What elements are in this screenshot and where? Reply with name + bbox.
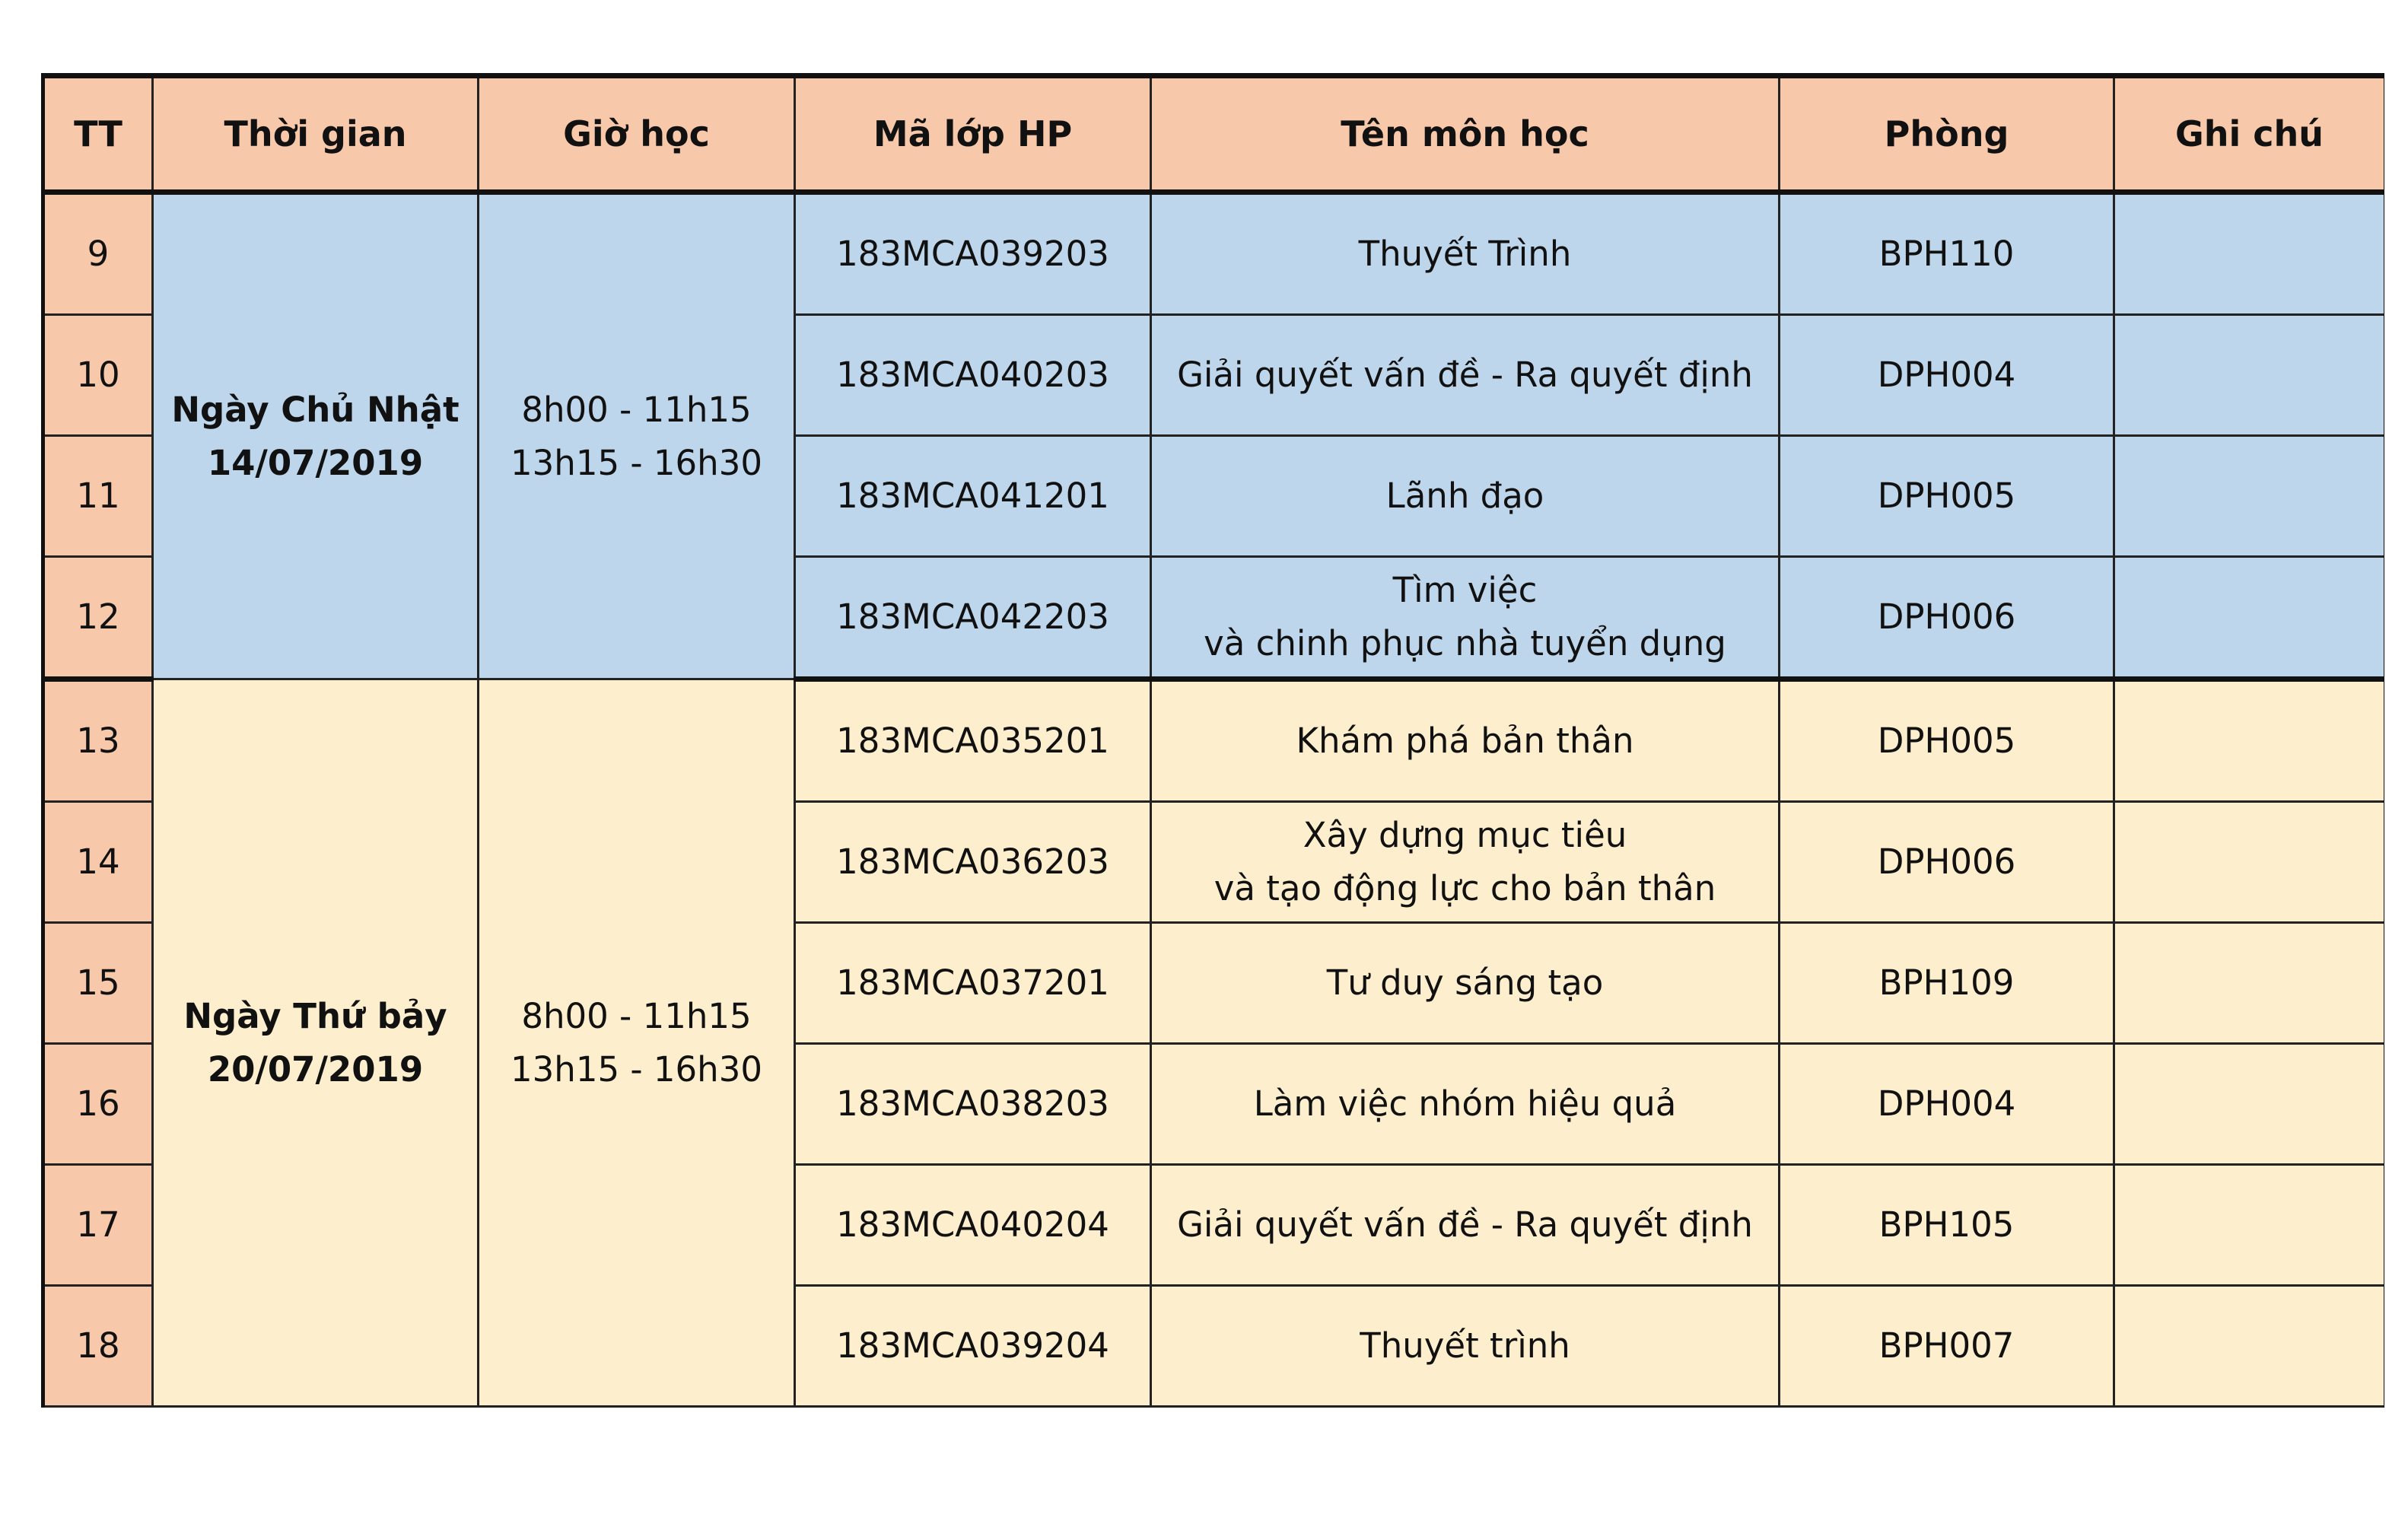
course-name <box>1151 436 1780 557</box>
note <box>2114 1286 2385 1407</box>
header-row <box>43 76 2385 192</box>
session-hours <box>479 192 795 679</box>
class-code: 183MCA040204 <box>795 1165 1151 1286</box>
course-name <box>1151 679 1780 802</box>
row-number: 18 <box>43 1286 153 1407</box>
course-name-line2: và tạo động lực cho bản thân <box>1214 868 1716 908</box>
note <box>2114 1165 2385 1286</box>
class-code: 183MCA039203 <box>795 192 1151 315</box>
course-name-line1: Tìm việc <box>1392 570 1538 610</box>
session-hours <box>479 679 795 1407</box>
class-code: 183MCA038203 <box>795 1044 1151 1165</box>
room: DPH006 <box>1780 802 2114 923</box>
row-number: 11 <box>43 436 153 557</box>
course-name-line1: Thuyết trình <box>1360 1325 1570 1366</box>
row-number: 17 <box>43 1165 153 1286</box>
note <box>2114 802 2385 923</box>
header-hours: Giờ học <box>479 76 795 192</box>
header-note: Ghi chú <box>2114 76 2385 192</box>
course-name <box>1151 1044 1780 1165</box>
room: BPH007 <box>1780 1286 2114 1407</box>
header-code: Mã lớp HP <box>795 76 1151 192</box>
hours-afternoon: 13h15 - 16h30 <box>511 1048 762 1090</box>
row-number: 16 <box>43 1044 153 1165</box>
note <box>2114 1044 2385 1165</box>
course-name <box>1151 1165 1780 1286</box>
hours-morning: 8h00 - 11h15 <box>521 389 752 430</box>
row-number: 12 <box>43 557 153 679</box>
header-room: Phòng <box>1780 76 2114 192</box>
course-name-line1: Giải quyết vấn đề - Ra quyết định <box>1177 355 1753 395</box>
note <box>2114 923 2385 1044</box>
class-code: 183MCA042203 <box>795 557 1151 679</box>
course-name-line1: Xây dựng mục tiêu <box>1303 815 1627 855</box>
session-day-label: Ngày Chủ Nhật <box>171 389 460 430</box>
note <box>2114 436 2385 557</box>
course-name <box>1151 1286 1780 1407</box>
class-code: 183MCA035201 <box>795 679 1151 802</box>
hours-morning: 8h00 - 11h15 <box>521 995 752 1036</box>
room: BPH105 <box>1780 1165 2114 1286</box>
row-number: 14 <box>43 802 153 923</box>
row-number: 13 <box>43 679 153 802</box>
note <box>2114 315 2385 436</box>
note <box>2114 192 2385 315</box>
course-name <box>1151 192 1780 315</box>
session-date-label: 14/07/2019 <box>207 442 424 483</box>
schedule-table <box>41 73 2384 1408</box>
course-name-line1: Lãnh đạo <box>1385 476 1544 516</box>
header-tt: TT <box>43 76 153 192</box>
note <box>2114 679 2385 802</box>
room: DPH005 <box>1780 436 2114 557</box>
session-date-label: 20/07/2019 <box>207 1048 424 1090</box>
room: DPH005 <box>1780 679 2114 802</box>
course-name <box>1151 802 1780 923</box>
note <box>2114 557 2385 679</box>
room: DPH006 <box>1780 557 2114 679</box>
header-time: Thời gian <box>153 76 479 192</box>
course-name-line1: Khám phá bản thân <box>1296 721 1634 761</box>
class-code: 183MCA037201 <box>795 923 1151 1044</box>
course-name-line1: Làm việc nhóm hiệu quả <box>1253 1083 1677 1124</box>
table-row <box>43 679 2385 802</box>
row-number: 10 <box>43 315 153 436</box>
schedule-sheet <box>41 73 2384 1427</box>
header-name: Tên môn học <box>1151 76 1780 192</box>
course-name <box>1151 923 1780 1044</box>
session-date <box>153 192 479 679</box>
session-day-label: Ngày Thứ bảy <box>183 995 447 1036</box>
class-code: 183MCA039204 <box>795 1286 1151 1407</box>
course-name <box>1151 315 1780 436</box>
room: BPH109 <box>1780 923 2114 1044</box>
hours-afternoon: 13h15 - 16h30 <box>511 442 762 483</box>
course-name-line1: Thuyết Trình <box>1358 234 1572 274</box>
class-code: 183MCA040203 <box>795 315 1151 436</box>
session-date <box>153 679 479 1407</box>
table-row <box>43 192 2385 315</box>
row-number: 15 <box>43 923 153 1044</box>
course-name-line1: Tư duy sáng tạo <box>1326 962 1604 1003</box>
class-code: 183MCA036203 <box>795 802 1151 923</box>
room: DPH004 <box>1780 1044 2114 1165</box>
course-name <box>1151 557 1780 679</box>
room: BPH110 <box>1780 192 2114 315</box>
class-code: 183MCA041201 <box>795 436 1151 557</box>
course-name-line1: Giải quyết vấn đề - Ra quyết định <box>1177 1204 1753 1245</box>
room: DPH004 <box>1780 315 2114 436</box>
row-number: 9 <box>43 192 153 315</box>
course-name-line2: và chinh phục nhà tuyển dụng <box>1204 623 1726 663</box>
